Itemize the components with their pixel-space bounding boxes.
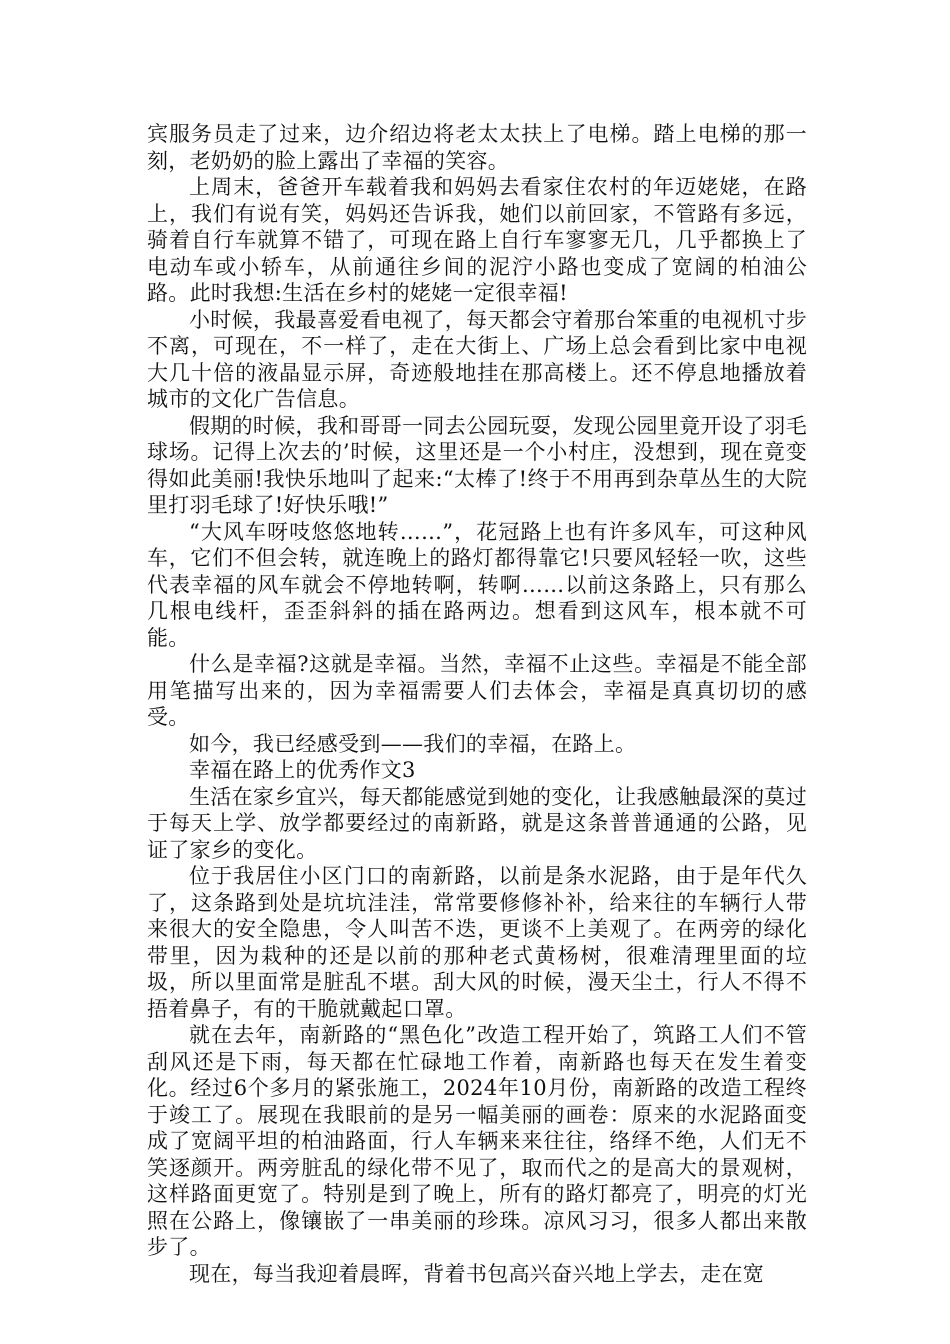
paragraph-1: 宾服务员走了过来，边介绍边将老太太扶上了电梯。踏上电梯的那一刻，老奶奶的脸上露出了幸福的笑容。 — [147, 122, 807, 173]
paragraph-10: 就在去年，南新路的“黑色化”改造工程开始了，筑路工人们不管刮风还是下雨，每天都在忙碌地工作着，南新路也每天在发生着变化。经过6个多月的紧张施工，2024年10月份，南新路的改造工程终于竣工了。展现在我眼前的是另一幅美丽的画卷：原来的水泥路面变成了宽阔平坦的柏油路面，行人车辆来来往往，络绎不绝，人们无不笑逐颜开。两旁脏乱的绿化带不见了，取而代之的是高大的景观树，这样路面更宽了。特别是到了晚上，所有的路灯都亮了，明亮的灯光照在公路上，像镶嵌了一串美丽的珍珠。凉风习习，很多人都出来散步了。 — [147, 1023, 807, 1259]
paragraph-6: 什么是幸福?这就是幸福。当然，幸福不止这些。幸福是不能全部用笔描写出来的，因为幸福需要人们去体会，幸福是真真切切的感受。 — [147, 652, 807, 729]
paragraph-3: 小时候，我最喜爱看电视了，每天都会守着那台笨重的电视机寸步不离，可现在，不一样了，走在大街上、广场上总会看到比家中电视大几十倍的液晶显示屏，奇迹般地挂在那高楼上。还不停息地播放着城市的文化广告信息。 — [147, 307, 807, 411]
paragraph-5: “大风车呀吱悠悠地转……”，花冠路上也有许多风车，可这种风车，它们不但会转，就连晚上的路灯都得靠它!只要风轻轻一吹，这些代表幸福的风车就会不停地转啊，转啊……以前这条路上，只有那么几根电线杆，歪歪斜斜的插在路两边。想看到这风车，根本就不可能。 — [147, 519, 807, 650]
paragraph-7: 如今，我已经感受到——我们的幸福，在路上。 — [189, 731, 637, 756]
section-title: 幸福在路上的优秀作文3 — [189, 758, 416, 782]
paragraph-11: 现在，每当我迎着晨晖，背着书包高兴奋兴地上学去，走在宽 — [189, 1261, 765, 1286]
document-page — [147, 121, 807, 1287]
paragraph-9: 位于我居住小区门口的南新路，以前是条水泥路，由于是年代久了，这条路到处是坑坑洼洼，常常要修修补补，给来往的车辆行人带来很大的安全隐患，令人叫苦不迭，更谈不上美观了。在两旁的绿化带里，因为栽种的还是以前的那种老式黄杨树，很难清理里面的垃圾，所以里面常是脏乱不堪。刮大风的时候，漫天尘土，行人不得不捂着鼻子，有的干脆就戴起口罩。 — [147, 864, 807, 1021]
paragraph-4: 假期的时候，我和哥哥一同去公园玩耍，发现公园里竟开设了羽毛球场。记得上次去的’时候，这里还是一个小村庄，没想到，现在竟变得如此美丽!我快乐地叫了起来:“太棒了!终于不用再到杂草丛生的大院里打羽毛球了!好快乐哦!” — [147, 413, 807, 517]
paragraph-2: 上周末，爸爸开车载着我和妈妈去看家住农村的年迈姥姥，在路上，我们有说有笑，妈妈还告诉我，她们以前回家，不管路有多远，骑着自行车就算不错了，可现在路上自行车寥寥无几，几乎都换上了电动车或小轿车，从前通往乡间的泥泞小路也变成了宽阔的柏油公路。此时我想:生活在乡村的姥姥一定很幸福! — [147, 175, 807, 305]
paragraph-8: 生活在家乡宜兴，每天都能感觉到她的变化，让我感触最深的莫过于每天上学、放学都要经过的南新路，就是这条普普通通的公路，见证了家乡的变化。 — [147, 784, 807, 862]
